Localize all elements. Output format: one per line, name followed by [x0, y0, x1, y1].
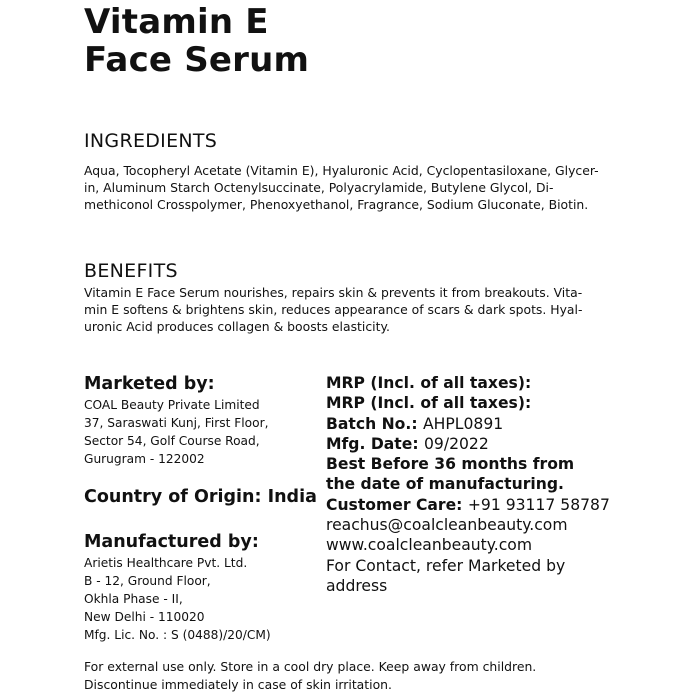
country-of-origin: Country of Origin: India	[84, 487, 317, 507]
mrp-line: MRP (Incl. of all taxes):	[326, 394, 532, 413]
address-line: B - 12, Ground Floor,	[84, 574, 211, 588]
contact-note-line: For Contact, refer Marketed by	[326, 556, 566, 575]
product-details	[326, 373, 610, 596]
ingredients-line: Aqua, Tocopheryl Acetate (Vitamin E), Hyaluronic Acid, Cyclopentasiloxane, Glycer-	[84, 163, 599, 178]
benefits-line: Vitamin E Face Serum nourishes, repairs skin & prevents it from breakouts. Vita-	[84, 285, 583, 300]
manufactured-by-address	[84, 554, 271, 644]
customer-care-line	[326, 495, 610, 515]
batch-label: Batch No.:	[326, 414, 423, 433]
mfg-date-label: Mfg. Date:	[326, 434, 424, 453]
batch-line	[326, 414, 610, 434]
contact-email: reachus@coalcleanbeauty.com	[326, 516, 568, 535]
benefits-line: uronic Acid produces collagen & boosts elasticity.	[84, 319, 390, 334]
contact-note-line: address	[326, 576, 388, 595]
address-line: Gurugram - 122002	[84, 452, 205, 466]
footer-line: Discontinue immediately in case of skin irritation.	[84, 677, 392, 692]
address-line: 37, Saraswati Kunj, First Floor,	[84, 416, 269, 430]
ingredients-line: methiconol Crosspolymer, Phenoxyethanol, Fragrance, Sodium Gluconate, Biotin.	[84, 197, 589, 212]
marketed-by-heading: Marketed by:	[84, 374, 215, 394]
best-before-line: Best Before 36 months from	[326, 455, 575, 474]
best-before-line: the date of manufacturing.	[326, 475, 564, 494]
mrp-line: MRP (Incl. of all taxes):	[326, 374, 532, 392]
mfg-date-value: 09/2022	[423, 434, 489, 453]
product-title-line2: Face Serum	[84, 40, 310, 80]
mfg-license-line: Mfg. Lic. No. : S (0488)/20/CM)	[84, 628, 271, 642]
address-line: Sector 54, Golf Course Road,	[84, 434, 260, 448]
benefits-heading: BENEFITS	[84, 260, 178, 282]
manufactured-by-heading: Manufactured by:	[84, 532, 259, 552]
footer-line: For external use only. Store in a cool dry place. Keep away from children.	[84, 659, 537, 674]
address-line: COAL Beauty Private Limited	[84, 398, 260, 412]
ingredients-heading: INGREDIENTS	[84, 130, 218, 152]
mfg-date-line	[326, 434, 610, 454]
customer-care-value: +91 93117 58787	[467, 495, 610, 514]
benefits-line: min E softens & brightens skin, reduces appearance of scars & dark spots. Hyal-	[84, 302, 583, 317]
website-url: www.coalcleanbeauty.com	[326, 536, 533, 555]
product-title-line1: Vitamin E	[84, 2, 269, 42]
footer-warning	[84, 658, 536, 694]
ingredients-line: in, Aluminum Starch Octenylsuccinate, Polyacrylamide, Butylene Glycol, Di-	[84, 180, 554, 195]
customer-care-label: Customer Care:	[326, 495, 468, 514]
batch-value: AHPL0891	[423, 414, 504, 433]
benefits-text	[84, 284, 604, 335]
ingredients-text	[84, 162, 604, 213]
address-line: Okhla Phase - II,	[84, 592, 183, 606]
address-line: Arietis Healthcare Pvt. Ltd.	[84, 556, 248, 570]
address-line: New Delhi - 110020	[84, 610, 205, 624]
marketed-by-address	[84, 396, 268, 468]
